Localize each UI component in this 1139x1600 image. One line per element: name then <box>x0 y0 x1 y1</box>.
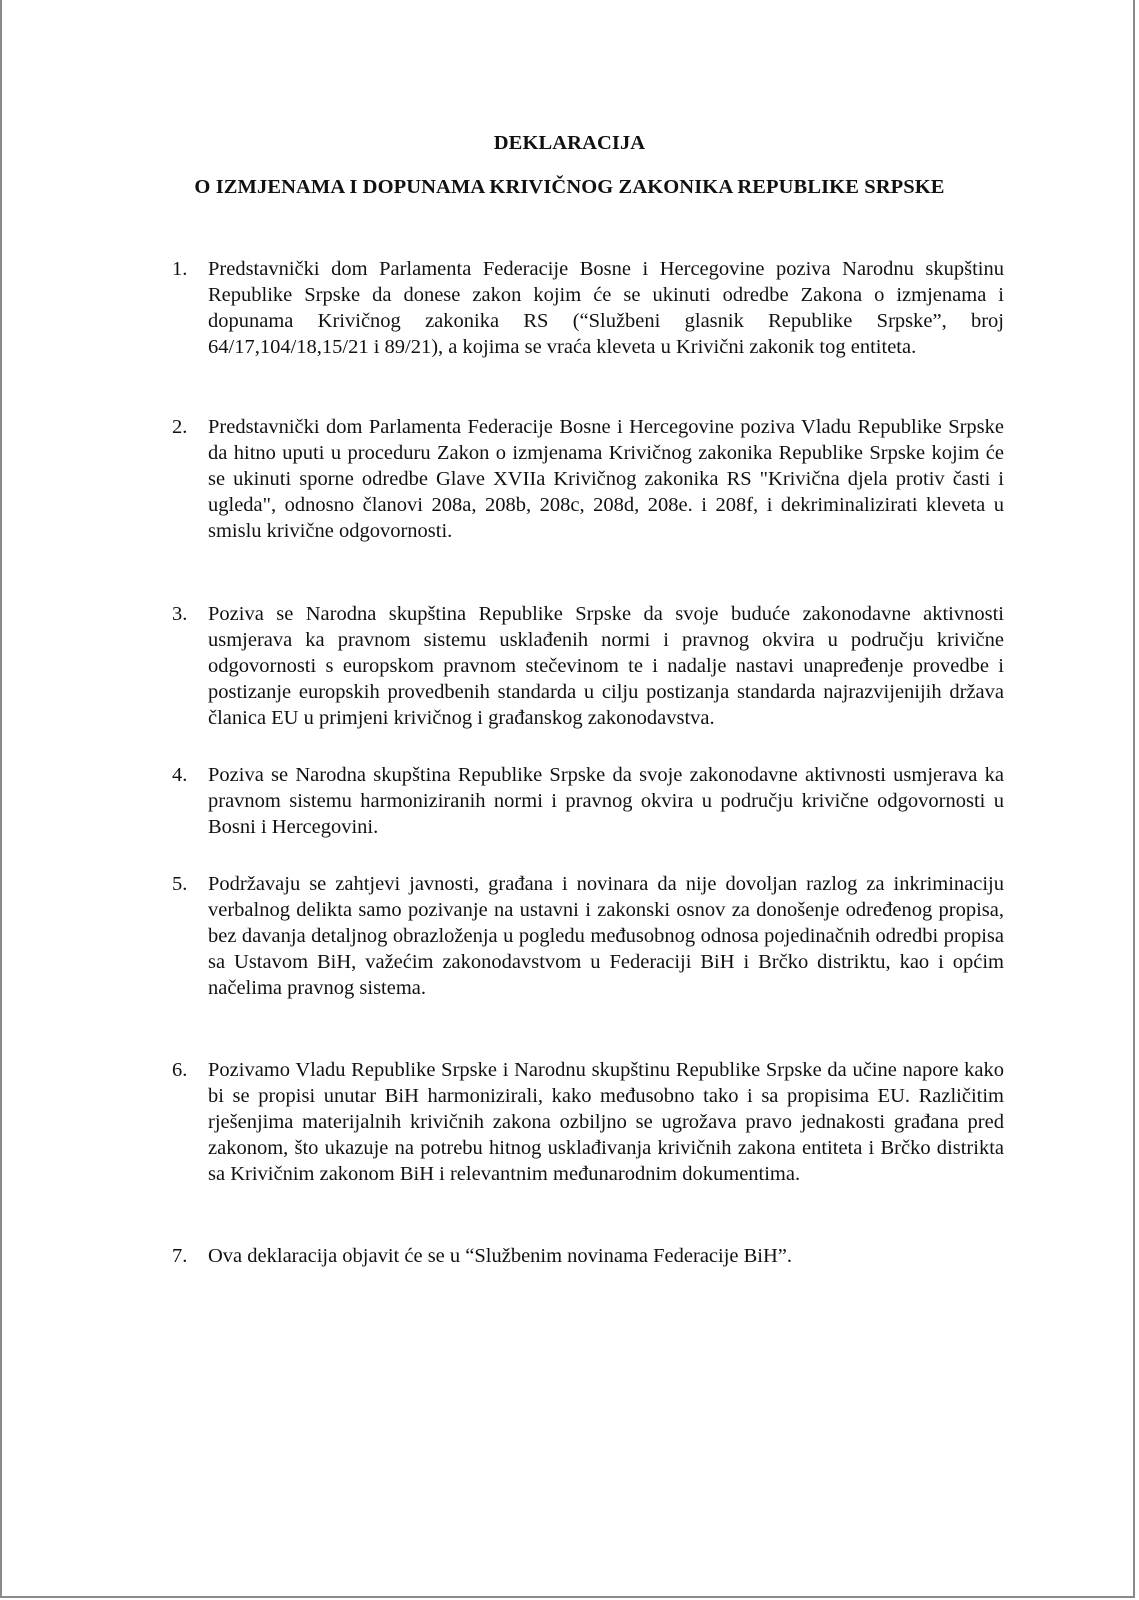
item-text: Poziva se Narodna skupština Republike Srpske da svoje buduće zakonodavne aktivnosti usmjerava ka pravnom sistemu usklađenih normi i pravnog okvira u području krivične odgovornosti s europskom pravnom stečevinom te i nadalje nastavi unapređenje provedbe i postizanje europskih provedbenih standarda u cilju postizanja standarda najrazvijenijih država članica EU u primjeni krivičnog i građanskog zakonodavstva. <box>208 603 1004 729</box>
item-text: Podržavaju se zahtjevi javnosti, građana i novinara da nije dovoljan razlog za inkriminaciju verbalnog delikta samo pozivanje na ustavni i zakonski osnov za donošenje određenog propisa, bez davanja detaljnog obrazloženja u pogledu međusobnog odnosa pojedinačnih odredbi propisa sa Ustavom BiH, važećim zakonodavstvom u Federaciji BiH i Brčko distriktu, kao i općim načelima pravnog sistema. <box>208 873 1004 999</box>
item-number: 5. <box>172 873 188 895</box>
item-number: 2. <box>172 416 188 438</box>
item-number: 7. <box>172 1245 188 1267</box>
item-number: 3. <box>172 603 188 625</box>
item-text: Ova deklaracija objavit će se u “Službenim novinama Federacije BiH”. <box>208 1245 793 1267</box>
list-item <box>172 762 1004 840</box>
list-item <box>172 256 1004 360</box>
item-number: 4. <box>172 764 188 786</box>
list-item <box>172 871 1004 1001</box>
item-text: Predstavnički dom Parlamenta Federacije Bosne i Hercegovine poziva Vladu Republike Srpske da hitno uputi u proceduru Zakon o izmjenama Krivičnog zakonika Republike Srpske kojim će se ukinuti sporne odredbe Glave XVIIa Krivičnog zakonika RS "Krivična djela protiv časti i ugleda", odnosno članovi 208a, 208b, 208c, 208d, 208e. i 208f, i dekriminalizirati kleveta u smislu krivične odgovornosti. <box>208 416 1004 542</box>
item-text: Poziva se Narodna skupština Republike Srpske da svoje zakonodavne aktivnosti usmjerava ka pravnom sistemu harmoniziranih normi i pravnog okvira u području krivične odgovornosti u Bosni i Hercegovini. <box>208 764 1004 838</box>
list-item <box>172 601 1004 731</box>
list-item <box>172 1057 1004 1187</box>
item-number: 6. <box>172 1059 188 1081</box>
item-number: 1. <box>172 258 188 280</box>
declaration-list <box>2 0 1137 1598</box>
list-item <box>172 414 1004 544</box>
list-item <box>172 1243 1004 1269</box>
document-title: DEKLARACIJA <box>493 132 646 154</box>
document-subtitle: O IZMJENAMA I DOPUNAMA KRIVIČNOG ZAKONIKA REPUBLIKE SRPSKE <box>194 176 945 198</box>
item-text: Pozivamo Vladu Republike Srpske i Narodnu skupštinu Republike Srpske da učine napore kako bi se propisi unutar BiH harmonizirali, kako međusobno tako i sa propisima EU. Različitim rješenjima materijalnih krivičnih zakona ozbiljno se ugrožava pravo jednakosti građana pred zakonom, što ukazuje na potrebu hitnog usklađivanja krivičnih zakona entiteta i Brčko distrikta sa Krivičnim zakonom BiH i relevantnim međunarodnim dokumentima. <box>208 1059 1004 1185</box>
item-text: Predstavnički dom Parlamenta Federacije Bosne i Hercegovine poziva Narodnu skupštinu Republike Srpske da donese zakon kojim će se ukinuti odredbe Zakona o izmjenama i dopunama Krivičnog zakonika RS (“Službeni glasnik Republike Srpske”, broj 64/17,104/18,15/21 i 89/21), a kojima se vraća kleveta u Krivični zakonik tog entiteta. <box>208 258 1004 358</box>
